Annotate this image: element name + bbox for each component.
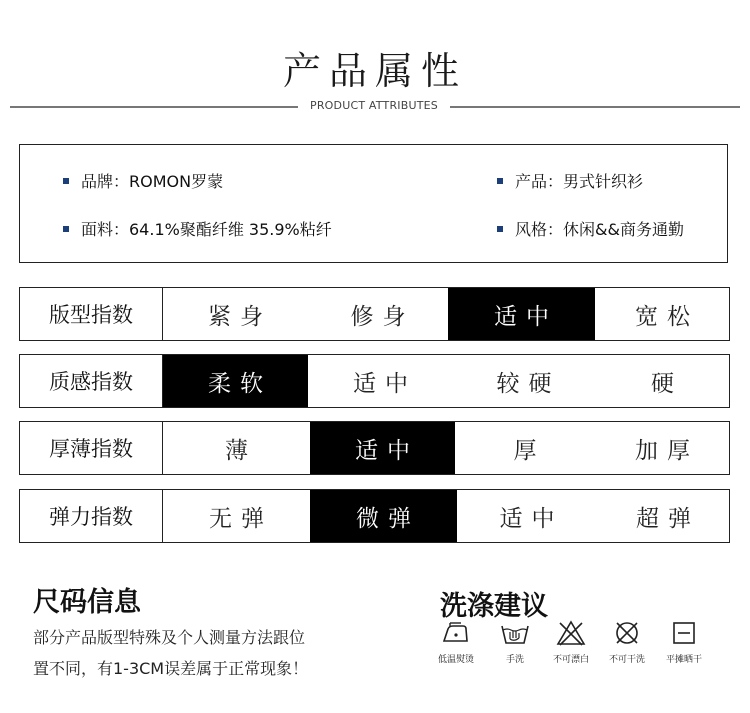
page-subtitle: PRODUCT ATTRIBUTES xyxy=(309,99,438,112)
attribute-label: 品牌：ROMON罗蒙 xyxy=(81,172,224,191)
bullet-icon xyxy=(497,178,503,184)
scale-options xyxy=(163,490,729,542)
scale-label: 弹力指数 xyxy=(20,490,163,542)
page-title: 产品属性 xyxy=(282,49,467,93)
scale-row-fit xyxy=(19,287,730,341)
bullet-icon xyxy=(497,226,503,232)
wash-label: 不可干洗 xyxy=(608,655,645,665)
scale-row-texture xyxy=(19,354,730,408)
wash-label: 不可漂白 xyxy=(552,655,589,665)
divider-right xyxy=(450,106,740,108)
wash-item xyxy=(597,620,657,665)
size-info-text: 置不同，有1-3CM误差属于正常现象！ xyxy=(33,659,309,678)
wash-item xyxy=(654,620,714,665)
scale-option: 适中 xyxy=(353,370,417,397)
scale-option: 紧身 xyxy=(208,303,272,330)
wash-item xyxy=(426,620,486,665)
scale-option: 超弹 xyxy=(636,505,700,532)
scale-option: 硬 xyxy=(651,370,683,397)
size-info-text: 部分产品版型特殊及个人测量方法跟位 xyxy=(33,628,306,647)
scale-options xyxy=(163,422,729,474)
scale-option: 宽松 xyxy=(635,303,699,330)
scale-label: 版型指数 xyxy=(20,288,163,340)
wash-label: 手洗 xyxy=(505,655,524,665)
scale-option: 柔软 xyxy=(163,355,308,407)
attribute-label: 风格：休闲&&商务通勤 xyxy=(515,220,684,239)
attribute-label: 产品：男式针织衫 xyxy=(515,172,644,191)
no-bleach-icon xyxy=(556,620,586,646)
bullet-icon xyxy=(63,178,69,184)
size-info-title: 尺码信息 xyxy=(33,587,141,618)
scale-label: 厚薄指数 xyxy=(20,422,163,474)
attribute-label: 面料：64.1%聚酯纤维 35.9%粘纤 xyxy=(81,220,332,239)
scale-option: 加厚 xyxy=(635,437,699,464)
scale-option: 修身 xyxy=(350,303,415,330)
divider-left xyxy=(10,106,298,108)
no-dry-clean-icon xyxy=(612,620,642,646)
attribute-product xyxy=(497,169,643,192)
bullet-icon xyxy=(63,226,69,232)
wash-item xyxy=(485,620,545,665)
wash-item xyxy=(541,620,601,665)
scale-option: 适中 xyxy=(310,422,455,474)
wash-label: 平摊晒干 xyxy=(665,655,702,665)
attribute-brand xyxy=(63,169,223,192)
scale-option: 厚 xyxy=(513,437,546,464)
scale-options xyxy=(163,355,729,407)
scale-option: 适中 xyxy=(499,505,564,532)
scale-row-thickness xyxy=(19,421,730,475)
scale-option: 较硬 xyxy=(496,370,561,397)
attribute-fabric xyxy=(63,217,332,240)
washing-title: 洗涤建议 xyxy=(440,591,548,622)
hand-wash-icon xyxy=(500,620,530,646)
scale-option: 微弹 xyxy=(310,490,457,542)
flat-dry-icon xyxy=(669,620,699,646)
scale-row-elasticity xyxy=(19,489,730,543)
scale-options xyxy=(163,288,729,340)
scale-option: 无弹 xyxy=(209,505,273,532)
attributes-box xyxy=(19,144,728,263)
scale-option: 薄 xyxy=(225,437,257,464)
scale-label: 质感指数 xyxy=(20,355,163,407)
wash-label: 低温熨烫 xyxy=(437,655,474,665)
scale-option: 适中 xyxy=(448,288,595,340)
low-temp-iron-icon xyxy=(441,620,471,646)
attribute-style xyxy=(497,217,684,240)
